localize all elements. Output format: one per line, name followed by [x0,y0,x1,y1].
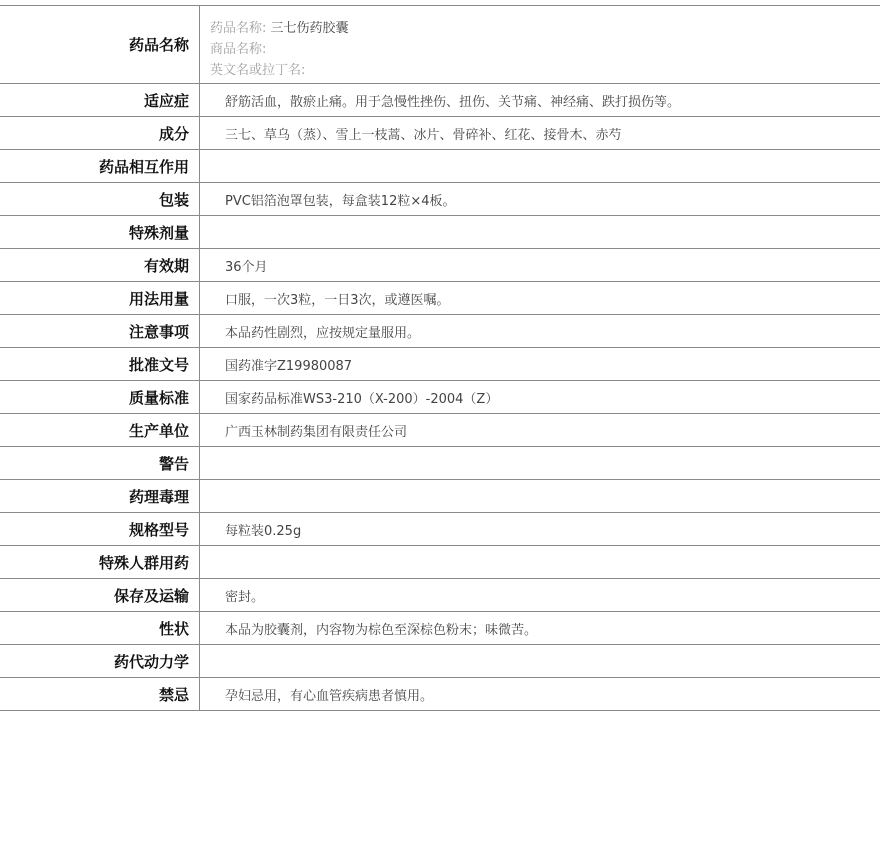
row-label: 批准文号 [0,348,200,380]
row-value: 口服，一次3粒，一日3次，或遵医嘱。 [225,292,450,308]
table-row-contraindications [0,678,880,711]
table-row-drug-name [0,6,880,84]
row-value: 密封。 [225,589,265,605]
row-value [200,480,880,512]
latin-name-label: 英文名或拉丁名: [210,63,306,78]
row-label: 成分 [0,117,200,149]
generic-name-line [210,18,880,39]
row-label: 警告 [0,447,200,479]
table-row-dosage [0,282,880,315]
row-label: 规格型号 [0,513,200,545]
row-value: 广西玉林制药集团有限责任公司 [225,424,408,440]
table-row-warnings [0,447,880,480]
trade-name-label: 商品名称: [210,42,267,57]
table-row-shelf-life [0,249,880,282]
table-row-approval-number [0,348,880,381]
table-row-description [0,612,880,645]
latin-name-line [210,60,880,81]
table-row-pharmacokinetics [0,645,880,678]
row-value: PVC铝箔泡罩包装，每盒装12粒×4板。 [225,193,456,209]
row-label: 特殊人群用药 [0,546,200,578]
drug-spec-table [0,5,880,711]
row-value: 本品药性剧烈，应按规定量服用。 [225,325,421,341]
table-row-storage [0,579,880,612]
row-value: 国药准字Z19980087 [225,358,353,374]
table-row-precautions [0,315,880,348]
row-label: 有效期 [0,249,200,281]
generic-name-label: 药品名称: [210,21,267,36]
table-row-quality-standard [0,381,880,414]
row-value [200,546,880,578]
row-label: 包装 [0,183,200,215]
table-row-specification [0,513,880,546]
table-row-indications [0,84,880,117]
row-value: 每粒装0.25g [225,523,302,539]
table-row-manufacturer [0,414,880,447]
drug-name-cell [200,6,880,83]
row-label: 药品名称 [0,6,200,83]
row-label: 注意事项 [0,315,200,347]
row-label: 性状 [0,612,200,644]
row-value [200,645,880,677]
row-value: 舒筋活血，散瘀止痛。用于急慢性挫伤、扭伤、关节痛、神经痛、跌打损伤等。 [225,94,681,110]
table-row-special-populations [0,546,880,579]
generic-name-value: 三七伤药胶囊 [270,21,349,36]
row-label: 药代动力学 [0,645,200,677]
row-label: 保存及运输 [0,579,200,611]
row-label: 生产单位 [0,414,200,446]
row-label: 禁忌 [0,678,200,710]
row-value: 本品为胶囊剂，内容物为棕色至深棕色粉末；味微苦。 [225,622,538,638]
row-label: 药理毒理 [0,480,200,512]
row-value: 三七、草乌（蒸）、雪上一枝蒿、冰片、骨碎补、红花、接骨木、赤芍 [225,127,622,143]
row-label: 质量标准 [0,381,200,413]
row-value [200,447,880,479]
trade-name-line [210,39,880,60]
table-row-interactions [0,150,880,183]
row-value [200,216,880,248]
table-row-packaging [0,183,880,216]
row-label: 特殊剂量 [0,216,200,248]
table-row-ingredients [0,117,880,150]
row-value: 36个月 [225,259,268,275]
row-label: 用法用量 [0,282,200,314]
row-value: 孕妇忌用，有心血管疾病患者慎用。 [225,688,434,704]
table-row-special-dosage [0,216,880,249]
table-row-pharmacology [0,480,880,513]
row-value [200,150,880,182]
row-value: 国家药品标准WS3-210（X-200）-2004（Z） [225,391,499,407]
row-label: 适应症 [0,84,200,116]
row-label: 药品相互作用 [0,150,200,182]
